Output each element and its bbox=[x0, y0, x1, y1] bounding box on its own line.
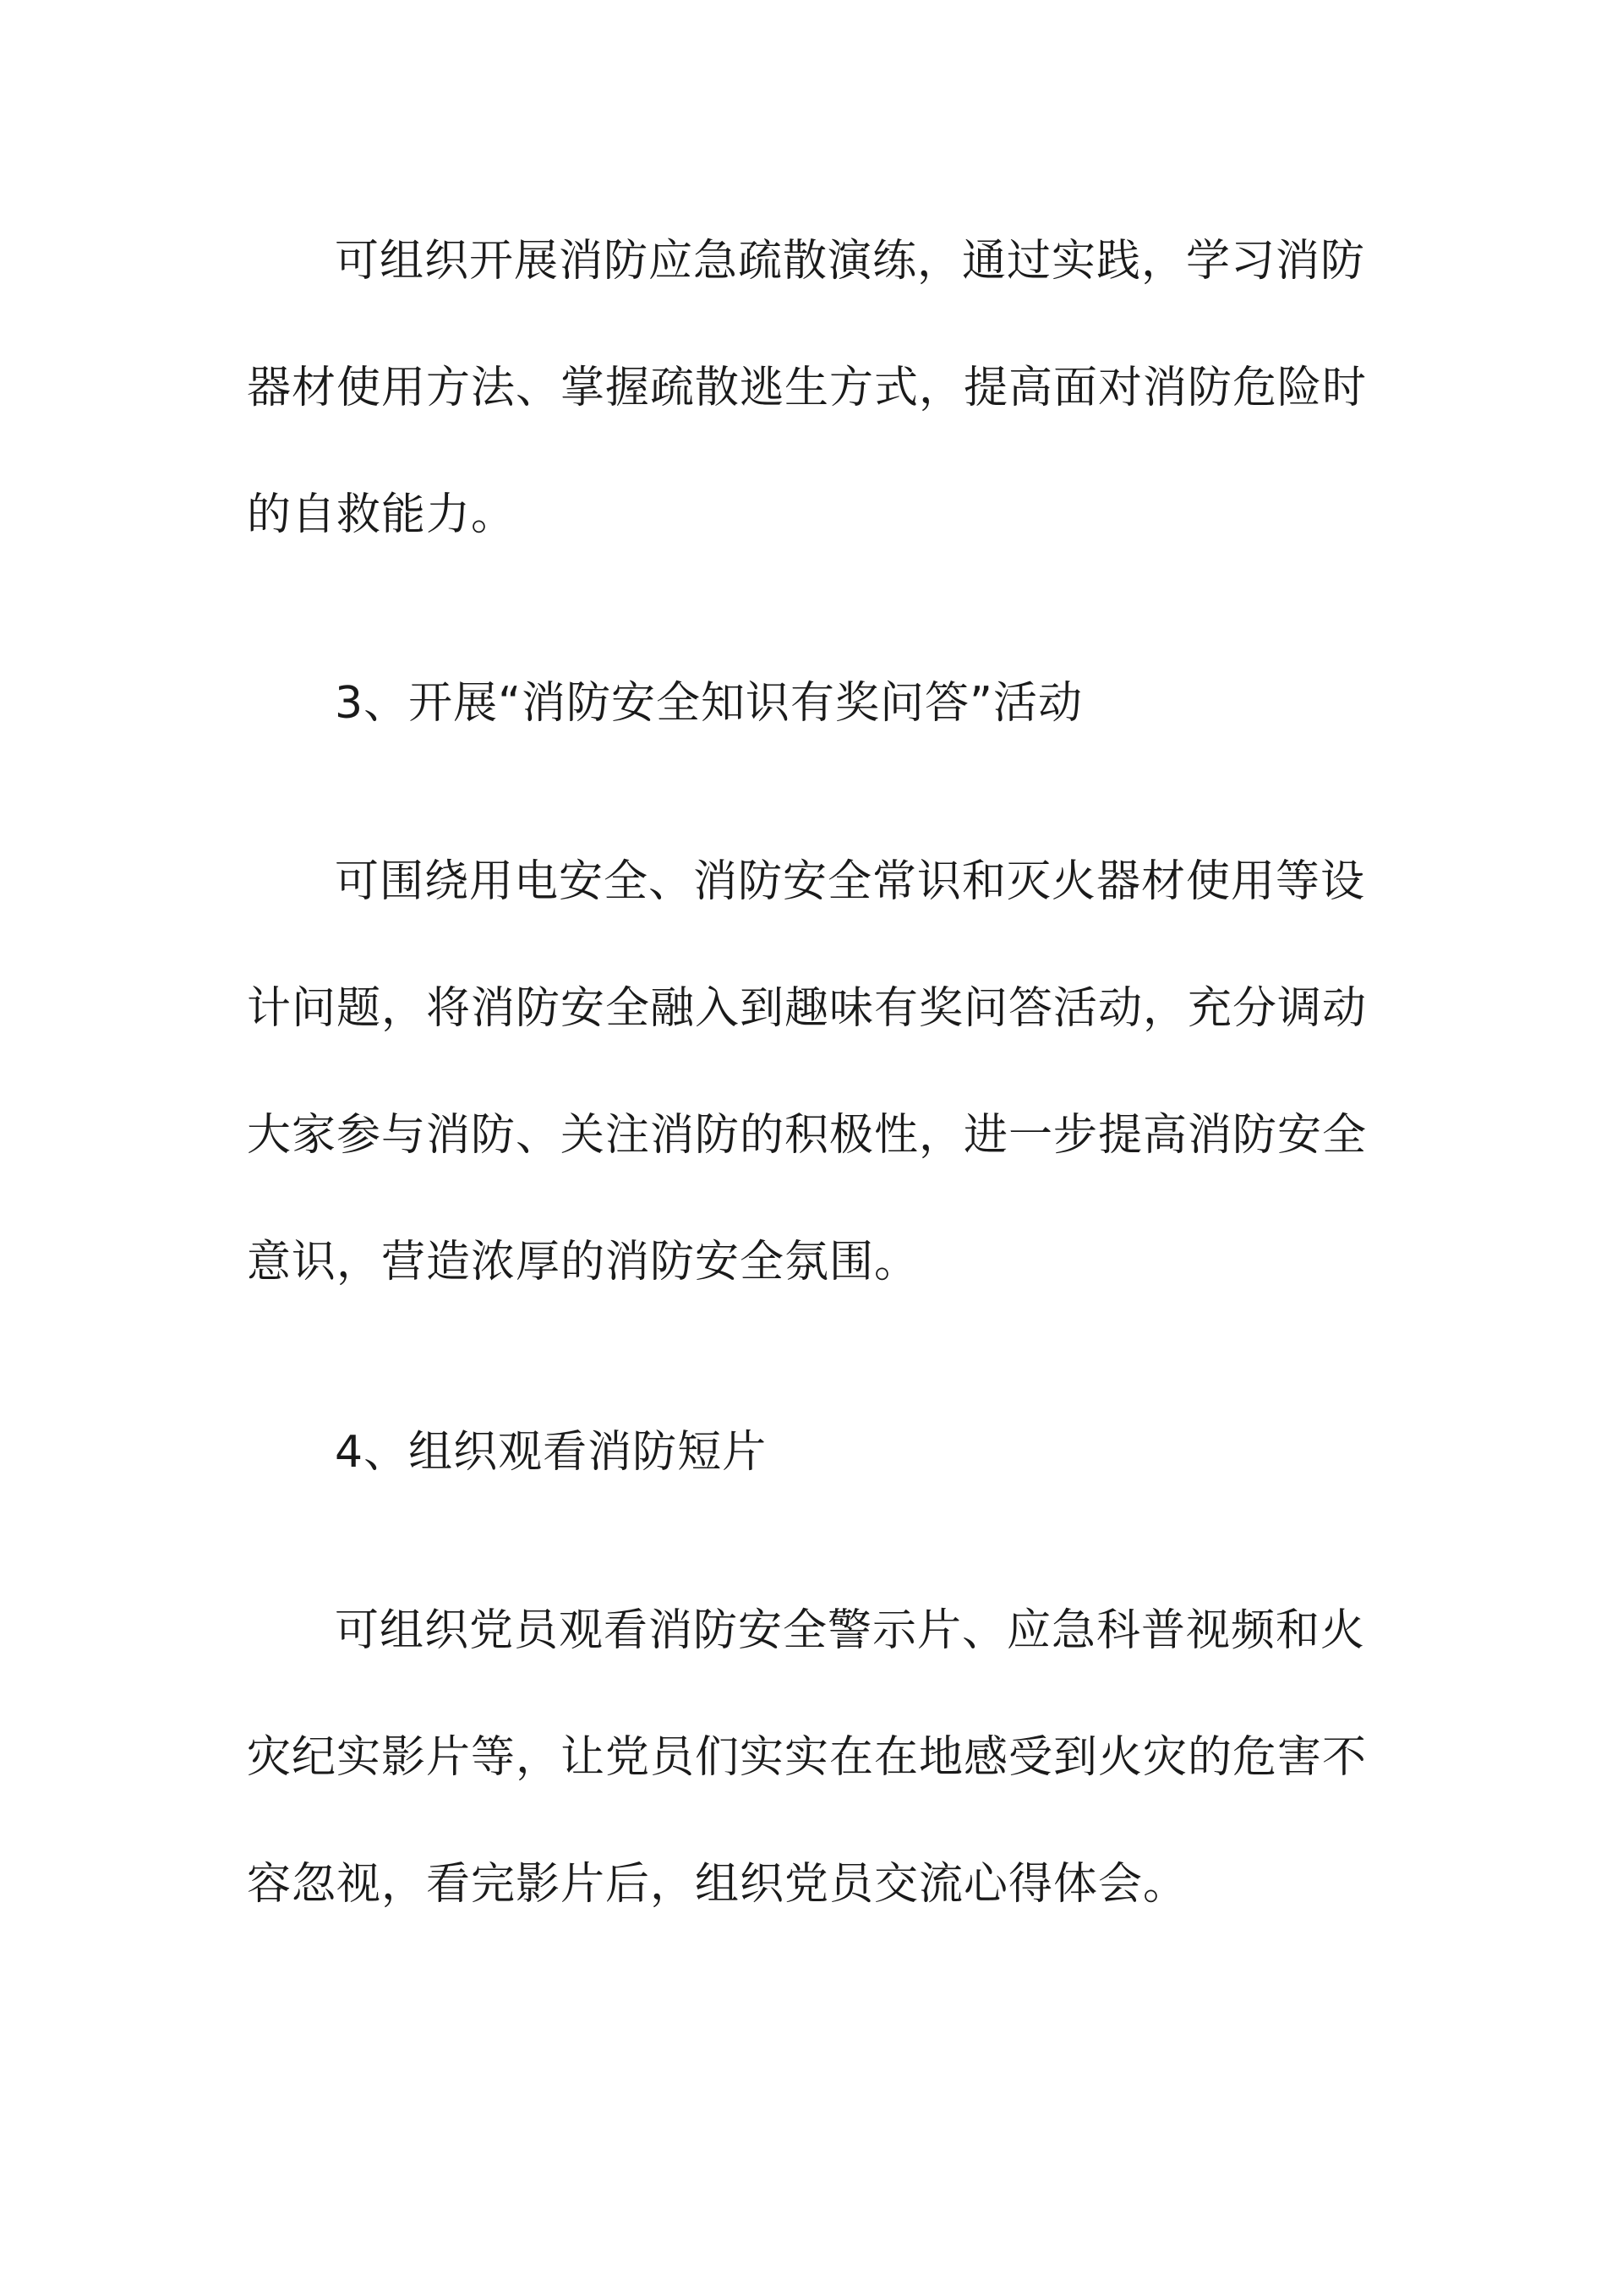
section-heading-short-films: 4、组织观看消防短片 bbox=[335, 1427, 768, 1478]
paragraph-evacuation-drill: 可组织开展消防应急疏散演练，通过实践，学习消防器材使用方法、掌握疏散逃生方式，提高面对消防危险时的自救能力。 bbox=[247, 236, 1368, 540]
paragraph-short-films: 可组织党员观看消防安全警示片、应急科普视频和火灾纪实影片等，让党员们实实在在地感受到火灾的危害不容忽视，看完影片后，组织党员交流心得体会。 bbox=[247, 1605, 1368, 1910]
section-heading-quiz: 3、开展“消防安全知识有奖问答”活动 bbox=[335, 678, 1083, 729]
paragraph-quiz: 可围绕用电安全、消防安全常识和灭火器材使用等设计问题，将消防安全融入到趣味有奖问答活动，充分调动大家参与消防、关注消防的积极性，进一步提高消防安全意识，营造浓厚的消防安全氛围。 bbox=[247, 856, 1368, 1287]
